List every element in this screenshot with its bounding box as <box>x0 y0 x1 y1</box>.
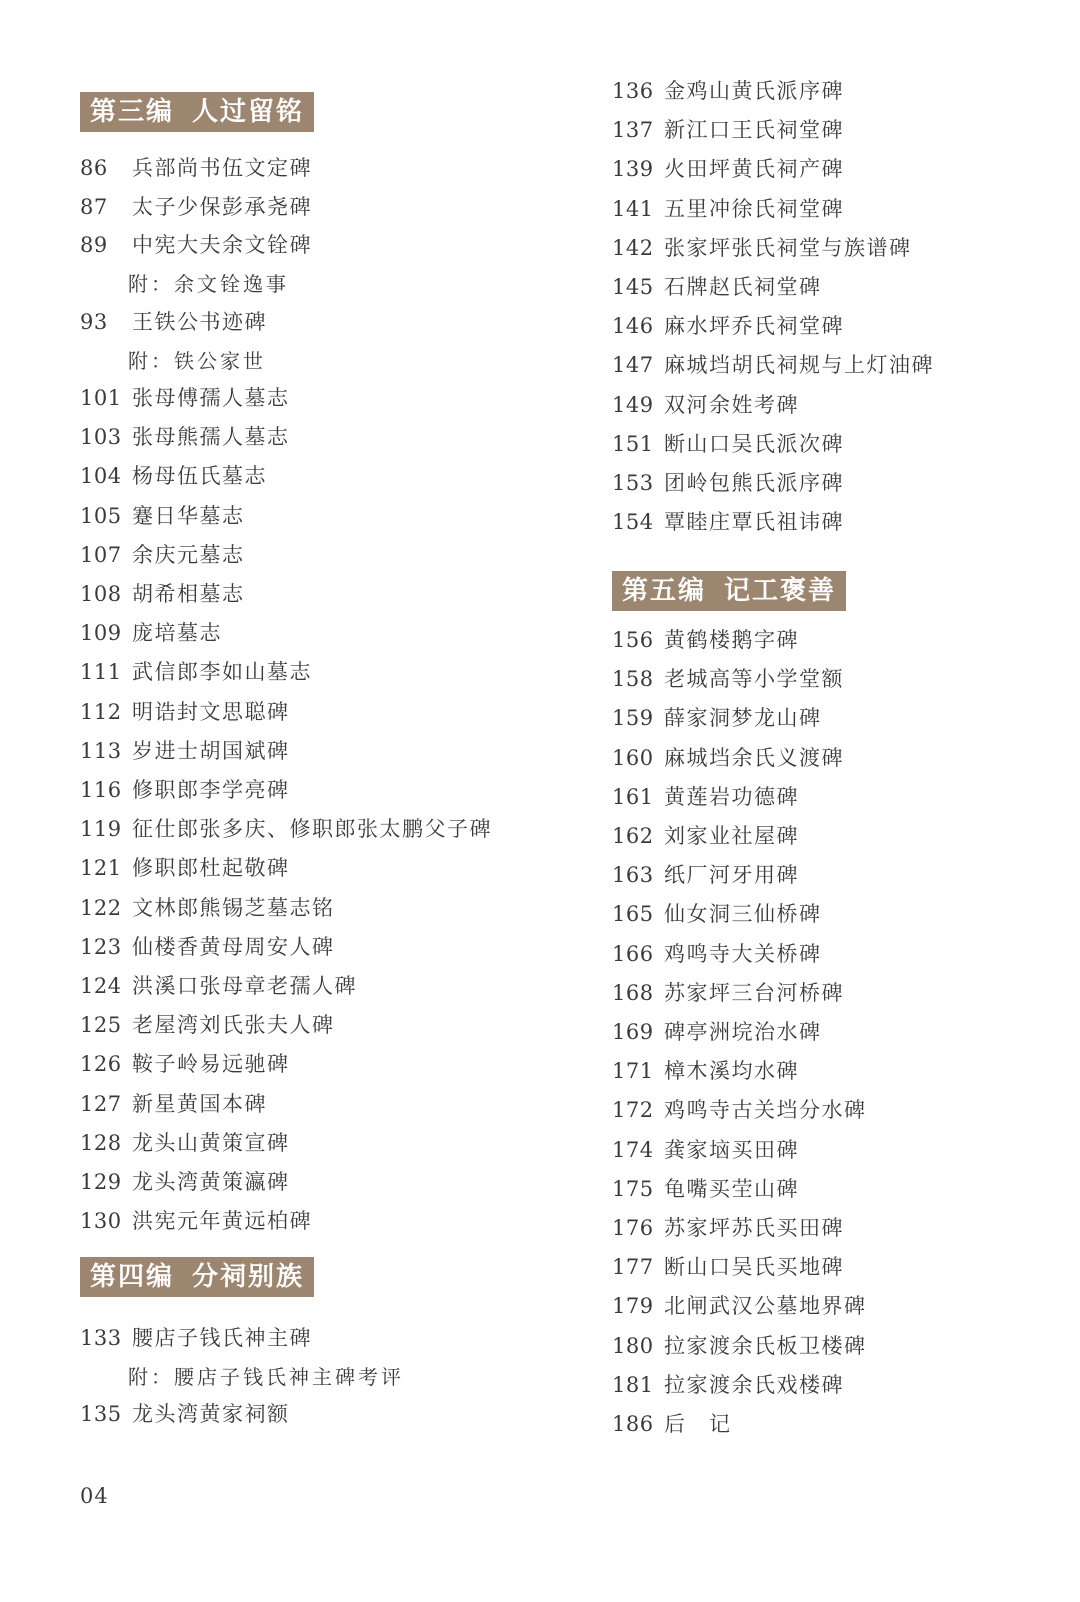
page-ref: 180 <box>612 1333 654 1358</box>
entry-title: 仙楼香黄母周安人碑 <box>132 934 335 959</box>
entry-title: 新江口王氏祠堂碑 <box>664 118 844 143</box>
page-ref: 179 <box>612 1294 654 1319</box>
entry-title: 纸厂河牙用碑 <box>664 863 799 888</box>
entry-title: 张母傅孺人墓志 <box>132 386 290 410</box>
toc-entry <box>612 391 799 419</box>
entry-title: 火田坪黄氏祠产碑 <box>664 157 844 182</box>
toc-entry <box>80 1207 312 1235</box>
page-ref: 126 <box>80 1052 122 1077</box>
toc-entry <box>80 154 312 182</box>
entry-title: 兵部尚书伍文定碑 <box>132 156 312 180</box>
toc-entry <box>612 116 844 144</box>
page-ref: 105 <box>80 503 122 528</box>
toc-entry <box>612 1214 844 1242</box>
entry-title: 拉家渡余氏板卫楼碑 <box>664 1333 867 1358</box>
section-label: 第五编 <box>622 576 707 606</box>
toc-entry <box>80 1400 290 1428</box>
page-ref: 93 <box>80 310 108 334</box>
toc-entry <box>612 1410 732 1438</box>
page-ref: 112 <box>80 699 122 724</box>
toc-entry <box>612 1371 844 1399</box>
toc-entry <box>612 77 844 105</box>
toc-entry <box>80 1168 290 1196</box>
page-ref: 133 <box>80 1326 122 1350</box>
toc-entry <box>80 854 290 882</box>
page-ref: 175 <box>612 1176 654 1201</box>
page-ref: 103 <box>80 425 122 450</box>
toc-entry <box>80 462 267 490</box>
entry-title: 金鸡山黄氏派序碑 <box>664 79 844 103</box>
toc-entry <box>612 312 844 340</box>
page-ref: 149 <box>612 392 654 417</box>
page-ref: 176 <box>612 1216 654 1240</box>
page-ref: 129 <box>80 1170 122 1194</box>
entry-title: 杨母伍氏墓志 <box>132 464 267 489</box>
toc-entry <box>80 972 357 1000</box>
toc-entry <box>80 384 290 412</box>
entry-title: 麻水坪乔氏祠堂碑 <box>664 314 844 339</box>
page-ref: 104 <box>80 464 122 489</box>
toc-entry <box>80 423 290 451</box>
toc-entry <box>80 776 290 804</box>
page-ref: 125 <box>80 1013 122 1038</box>
entry-title: 断山口吴氏派次碑 <box>664 431 844 456</box>
page-ref: 162 <box>612 824 654 848</box>
entry-title: 征仕郎张多庆、修职郎张太鹏父子碑 <box>132 817 492 842</box>
entry-title: 龙头湾黄家祠额 <box>132 1402 290 1426</box>
toc-entry <box>612 626 799 654</box>
page-ref: 186 <box>612 1412 654 1436</box>
page-ref: 141 <box>612 196 654 221</box>
entry-title: 黄莲岩功德碑 <box>664 784 799 809</box>
entry-title: 武信郎李如山墓志 <box>132 660 312 685</box>
entry-title: 中宪大夫余文铨碑 <box>132 233 312 257</box>
entry-title: 苏家坪三台河桥碑 <box>664 980 844 1005</box>
toc-entry <box>612 430 844 458</box>
page-ref: 172 <box>612 1098 654 1123</box>
page-ref: 128 <box>80 1130 122 1155</box>
toc-entry <box>612 783 799 811</box>
section-label: 第三编 <box>90 97 175 127</box>
page-ref: 174 <box>612 1137 654 1162</box>
page-ref: 101 <box>80 386 122 410</box>
toc-entry <box>80 815 492 843</box>
toc-entry <box>612 1136 799 1164</box>
entry-title: 洪溪口张母章老孺人碑 <box>132 974 357 998</box>
page-ref: 160 <box>612 745 654 770</box>
page-ref: 166 <box>612 941 654 966</box>
page-ref: 139 <box>612 157 654 182</box>
toc-entry <box>80 698 290 726</box>
page-ref: 151 <box>612 431 654 456</box>
toc-entry <box>80 1011 335 1039</box>
page-ref: 137 <box>612 118 654 143</box>
page-ref: 154 <box>612 510 654 535</box>
toc-entry <box>612 195 844 223</box>
entry-title: 修职郎杜起敬碑 <box>132 856 290 881</box>
toc-entry <box>80 580 245 608</box>
page-ref: 147 <box>612 353 654 378</box>
page-ref: 130 <box>80 1209 122 1234</box>
entry-title: 文林郎熊锡芝墓志铭 <box>132 895 335 920</box>
toc-entry <box>612 1057 799 1085</box>
toc-entry <box>612 900 822 928</box>
toc-entry <box>80 541 245 569</box>
entry-title: 麻城垱胡氏祠规与上灯油碑 <box>664 353 934 378</box>
toc-entry <box>612 1175 799 1203</box>
entry-title: 碑亭洲垸治水碑 <box>664 1020 822 1044</box>
toc-entry <box>612 861 799 889</box>
section-title: 分祠别族 <box>192 1262 305 1292</box>
toc-entry <box>612 1018 822 1046</box>
entry-title: 腰店子钱氏神主碑 <box>132 1326 312 1350</box>
section-label: 第四编 <box>90 1262 175 1292</box>
entry-title: 鸡鸣寺古关垱分水碑 <box>664 1098 867 1123</box>
entry-title: 仙女洞三仙桥碑 <box>664 902 822 927</box>
entry-title: 石牌赵氏祠堂碑 <box>664 275 822 299</box>
toc-entry <box>612 1292 867 1320</box>
page-ref: 163 <box>612 863 654 888</box>
section-heading-3 <box>80 92 314 132</box>
entry-title: 五里冲徐氏祠堂碑 <box>664 196 844 221</box>
entry-title: 苏家坪苏氏买田碑 <box>664 1216 844 1240</box>
page-ref: 159 <box>612 706 654 731</box>
toc-entry <box>612 1253 844 1281</box>
entry-title: 鸡鸣寺大关桥碑 <box>664 941 822 966</box>
page-ref: 145 <box>612 275 654 299</box>
section-heading-5 <box>612 571 846 611</box>
toc-entry <box>612 155 844 183</box>
toc-note: 附：铁公家世 <box>128 349 266 373</box>
page-ref: 109 <box>80 621 122 646</box>
entry-title: 新星黄国本碑 <box>132 1091 267 1116</box>
page-ref: 116 <box>80 778 122 802</box>
entry-title: 薛家洞梦龙山碑 <box>664 706 822 731</box>
toc-entry <box>612 744 844 772</box>
entry-title: 余庆元墓志 <box>132 542 245 567</box>
toc-entry <box>80 193 312 221</box>
toc-entry <box>612 1096 867 1124</box>
toc-entry <box>80 1050 290 1078</box>
page-ref: 123 <box>80 934 122 959</box>
entry-title: 太子少保彭承尧碑 <box>132 194 312 219</box>
entry-title: 张母熊孺人墓志 <box>132 425 290 450</box>
page-ref: 153 <box>612 471 654 495</box>
toc-entry <box>80 658 312 686</box>
toc-entry <box>612 979 844 1007</box>
entry-title: 龚家垴买田碑 <box>664 1137 799 1162</box>
entry-title: 双河余姓考碑 <box>664 392 799 417</box>
entry-title: 龟嘴买茔山碑 <box>664 1176 799 1201</box>
page-ref: 165 <box>612 902 654 927</box>
toc-entry <box>612 940 822 968</box>
toc-entry <box>80 502 245 530</box>
page-ref: 122 <box>80 895 122 920</box>
page-ref: 161 <box>612 784 654 809</box>
page-ref: 168 <box>612 980 654 1005</box>
toc-entry <box>80 933 335 961</box>
entry-title: 岁进士胡国斌碑 <box>132 738 290 763</box>
entry-title: 拉家渡余氏戏楼碑 <box>664 1372 844 1397</box>
entry-title: 樟木溪均水碑 <box>664 1059 799 1084</box>
entry-title: 老屋湾刘氏张夫人碑 <box>132 1013 335 1038</box>
section-title: 记工褒善 <box>724 576 837 606</box>
section-title: 人过留铭 <box>192 97 305 127</box>
page-ref: 107 <box>80 542 122 567</box>
entry-title: 王铁公书迹碑 <box>132 310 267 334</box>
toc-entry <box>612 273 822 301</box>
section-heading-4 <box>80 1257 314 1297</box>
entry-title: 黄鹤楼鹅字碑 <box>664 628 799 652</box>
toc-entry <box>612 1332 867 1360</box>
entry-title: 后 记 <box>664 1412 732 1436</box>
toc-entry <box>80 1090 267 1118</box>
toc-entry <box>80 619 222 647</box>
toc-entry <box>612 469 844 497</box>
toc-entry <box>612 351 934 379</box>
toc-entry <box>80 1129 290 1157</box>
toc-entry <box>80 1324 312 1352</box>
page-ref: 136 <box>612 79 654 103</box>
entry-title: 庞培墓志 <box>132 621 222 646</box>
page-ref: 87 <box>80 194 108 219</box>
toc-entry <box>612 704 822 732</box>
page-ref: 177 <box>612 1255 654 1280</box>
entry-title: 老城高等小学堂额 <box>664 667 844 692</box>
entry-title: 龙头湾黄策瀛碑 <box>132 1170 290 1194</box>
page-number: 04 <box>80 1484 109 1508</box>
page-ref: 146 <box>612 314 654 339</box>
page-ref: 108 <box>80 582 122 606</box>
page-ref: 135 <box>80 1402 122 1426</box>
page-ref: 111 <box>80 660 122 685</box>
entry-title: 覃睦庄覃氏祖讳碑 <box>664 510 844 535</box>
toc-entry <box>612 822 799 850</box>
toc-note: 附：腰店子钱氏神主碑考评 <box>128 1365 404 1389</box>
toc-entry <box>612 665 844 693</box>
page-ref: 86 <box>80 156 108 180</box>
page-ref: 181 <box>612 1372 654 1397</box>
entry-title: 胡希相墓志 <box>132 582 245 606</box>
page-ref: 127 <box>80 1091 122 1116</box>
entry-title: 龙头山黄策宣碑 <box>132 1130 290 1155</box>
entry-title: 修职郎李学亮碑 <box>132 778 290 802</box>
entry-title: 张家坪张氏祠堂与族谱碑 <box>664 235 912 260</box>
toc-entry <box>612 234 912 262</box>
entry-title: 刘家业社屋碑 <box>664 824 799 848</box>
entry-title: 蹇日华墓志 <box>132 503 245 528</box>
page-ref: 124 <box>80 974 122 998</box>
entry-title: 洪宪元年黄远柏碑 <box>132 1209 312 1234</box>
entry-title: 北闸武汉公墓地界碑 <box>664 1294 867 1319</box>
toc-entry <box>612 508 844 536</box>
entry-title: 团岭包熊氏派序碑 <box>664 471 844 495</box>
toc-entry <box>80 308 267 336</box>
page-ref: 113 <box>80 738 122 763</box>
page-ref: 119 <box>80 817 122 842</box>
page-ref: 158 <box>612 667 654 692</box>
entry-title: 明诰封文思聪碑 <box>132 699 290 724</box>
toc-entry <box>80 894 335 922</box>
entry-title: 断山口吴氏买地碑 <box>664 1255 844 1280</box>
toc-entry <box>80 231 312 259</box>
entry-title: 麻城垱余氏义渡碑 <box>664 745 844 770</box>
entry-title: 鞍子岭易远驰碑 <box>132 1052 290 1077</box>
page-ref: 156 <box>612 628 654 652</box>
page-ref: 169 <box>612 1020 654 1044</box>
toc-note: 附：余文铨逸事 <box>128 272 289 296</box>
page-ref: 142 <box>612 235 654 260</box>
toc-entry <box>80 737 290 765</box>
page-ref: 121 <box>80 856 122 881</box>
page-ref: 89 <box>80 233 108 257</box>
page-ref: 171 <box>612 1059 654 1084</box>
